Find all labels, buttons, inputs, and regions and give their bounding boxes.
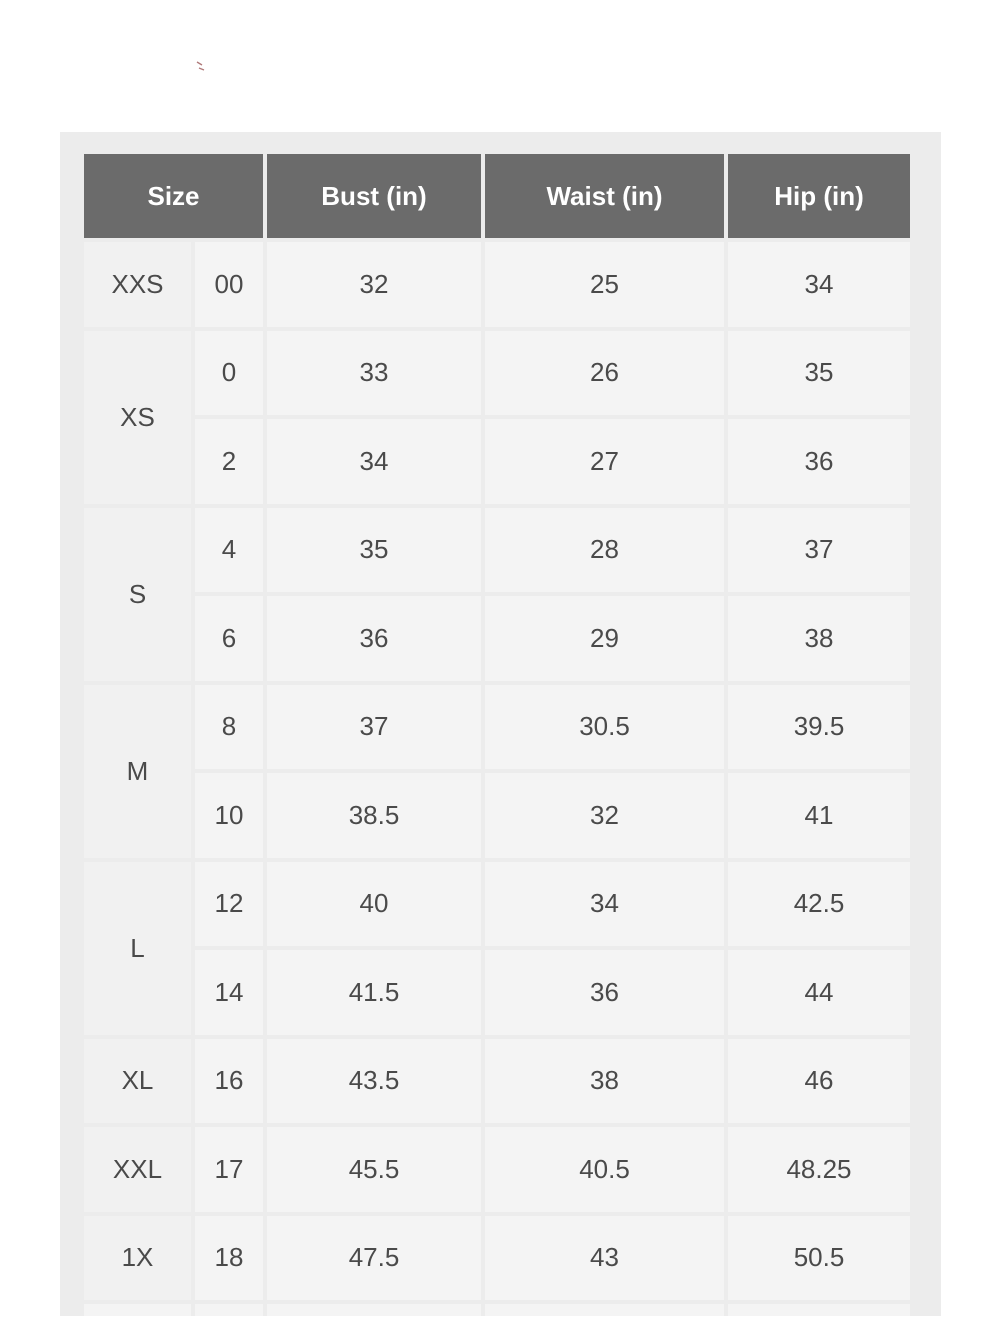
table-row <box>84 1127 910 1212</box>
size-chart <box>84 154 918 1316</box>
stray-mark <box>196 60 206 72</box>
bust-cell: 32 <box>267 242 481 327</box>
empty-cell <box>728 1304 910 1316</box>
waist-cell: 36 <box>485 950 724 1035</box>
bust-cell: 38.5 <box>267 773 481 858</box>
hip-cell: 44 <box>728 950 910 1035</box>
waist-cell: 40.5 <box>485 1127 724 1212</box>
letter-size-cell: XL <box>84 1039 191 1124</box>
bust-cell: 41.5 <box>267 950 481 1035</box>
hip-cell: 46 <box>728 1039 910 1124</box>
table-row <box>84 419 910 504</box>
bust-cell: 37 <box>267 685 481 770</box>
bust-cell: 43.5 <box>267 1039 481 1124</box>
bust-cell: 34 <box>267 419 481 504</box>
numeric-size-cell: 2 <box>195 419 263 504</box>
table-row <box>84 596 910 681</box>
waist-cell: 43 <box>485 1216 724 1301</box>
table-row-partial <box>84 1304 910 1316</box>
empty-cell <box>84 1304 191 1316</box>
waist-cell: 30.5 <box>485 685 724 770</box>
numeric-size-cell: 18 <box>195 1216 263 1301</box>
hip-cell: 39.5 <box>728 685 910 770</box>
table-row <box>84 331 910 416</box>
header-size: Size <box>84 154 263 238</box>
numeric-size-cell: 0 <box>195 331 263 416</box>
numeric-size-cell: 00 <box>195 242 263 327</box>
numeric-size-cell: 14 <box>195 950 263 1035</box>
letter-size-cell: L <box>84 862 191 1035</box>
empty-cell <box>195 1304 263 1316</box>
waist-cell: 29 <box>485 596 724 681</box>
bust-cell: 33 <box>267 331 481 416</box>
empty-cell <box>485 1304 724 1316</box>
table-row <box>84 1039 910 1124</box>
waist-cell: 25 <box>485 242 724 327</box>
bust-cell: 35 <box>267 508 481 593</box>
hip-cell: 50.5 <box>728 1216 910 1301</box>
hip-cell: 34 <box>728 242 910 327</box>
hip-cell: 35 <box>728 331 910 416</box>
table-row <box>84 950 910 1035</box>
waist-cell: 32 <box>485 773 724 858</box>
bust-cell: 36 <box>267 596 481 681</box>
table-row <box>84 685 910 770</box>
numeric-size-cell: 8 <box>195 685 263 770</box>
bust-cell: 45.5 <box>267 1127 481 1212</box>
hip-cell: 37 <box>728 508 910 593</box>
numeric-size-cell: 16 <box>195 1039 263 1124</box>
waist-cell: 27 <box>485 419 724 504</box>
hip-cell: 38 <box>728 596 910 681</box>
size-chart-body <box>84 242 910 1316</box>
numeric-size-cell: 17 <box>195 1127 263 1212</box>
header-bust: Bust (in) <box>267 154 481 238</box>
header-row <box>84 154 910 238</box>
empty-cell <box>267 1304 481 1316</box>
hip-cell: 48.25 <box>728 1127 910 1212</box>
letter-size-cell: XXS <box>84 242 191 327</box>
hip-cell: 36 <box>728 419 910 504</box>
numeric-size-cell: 10 <box>195 773 263 858</box>
table-row <box>84 242 910 327</box>
letter-size-cell: 1X <box>84 1216 191 1301</box>
letter-size-cell: M <box>84 685 191 858</box>
header-hip: Hip (in) <box>728 154 910 238</box>
table-row <box>84 773 910 858</box>
waist-cell: 28 <box>485 508 724 593</box>
hip-cell: 42.5 <box>728 862 910 947</box>
bust-cell: 40 <box>267 862 481 947</box>
table-row <box>84 862 910 947</box>
letter-size-cell: XS <box>84 331 191 504</box>
numeric-size-cell: 6 <box>195 596 263 681</box>
hip-cell: 41 <box>728 773 910 858</box>
letter-size-cell: S <box>84 508 191 681</box>
waist-cell: 34 <box>485 862 724 947</box>
numeric-size-cell: 4 <box>195 508 263 593</box>
waist-cell: 38 <box>485 1039 724 1124</box>
header-waist: Waist (in) <box>485 154 724 238</box>
table-row <box>84 1216 910 1301</box>
size-chart-table <box>84 154 914 1316</box>
waist-cell: 26 <box>485 331 724 416</box>
numeric-size-cell: 12 <box>195 862 263 947</box>
table-row <box>84 508 910 593</box>
bust-cell: 47.5 <box>267 1216 481 1301</box>
size-chart-panel <box>60 132 941 1316</box>
letter-size-cell: XXL <box>84 1127 191 1212</box>
